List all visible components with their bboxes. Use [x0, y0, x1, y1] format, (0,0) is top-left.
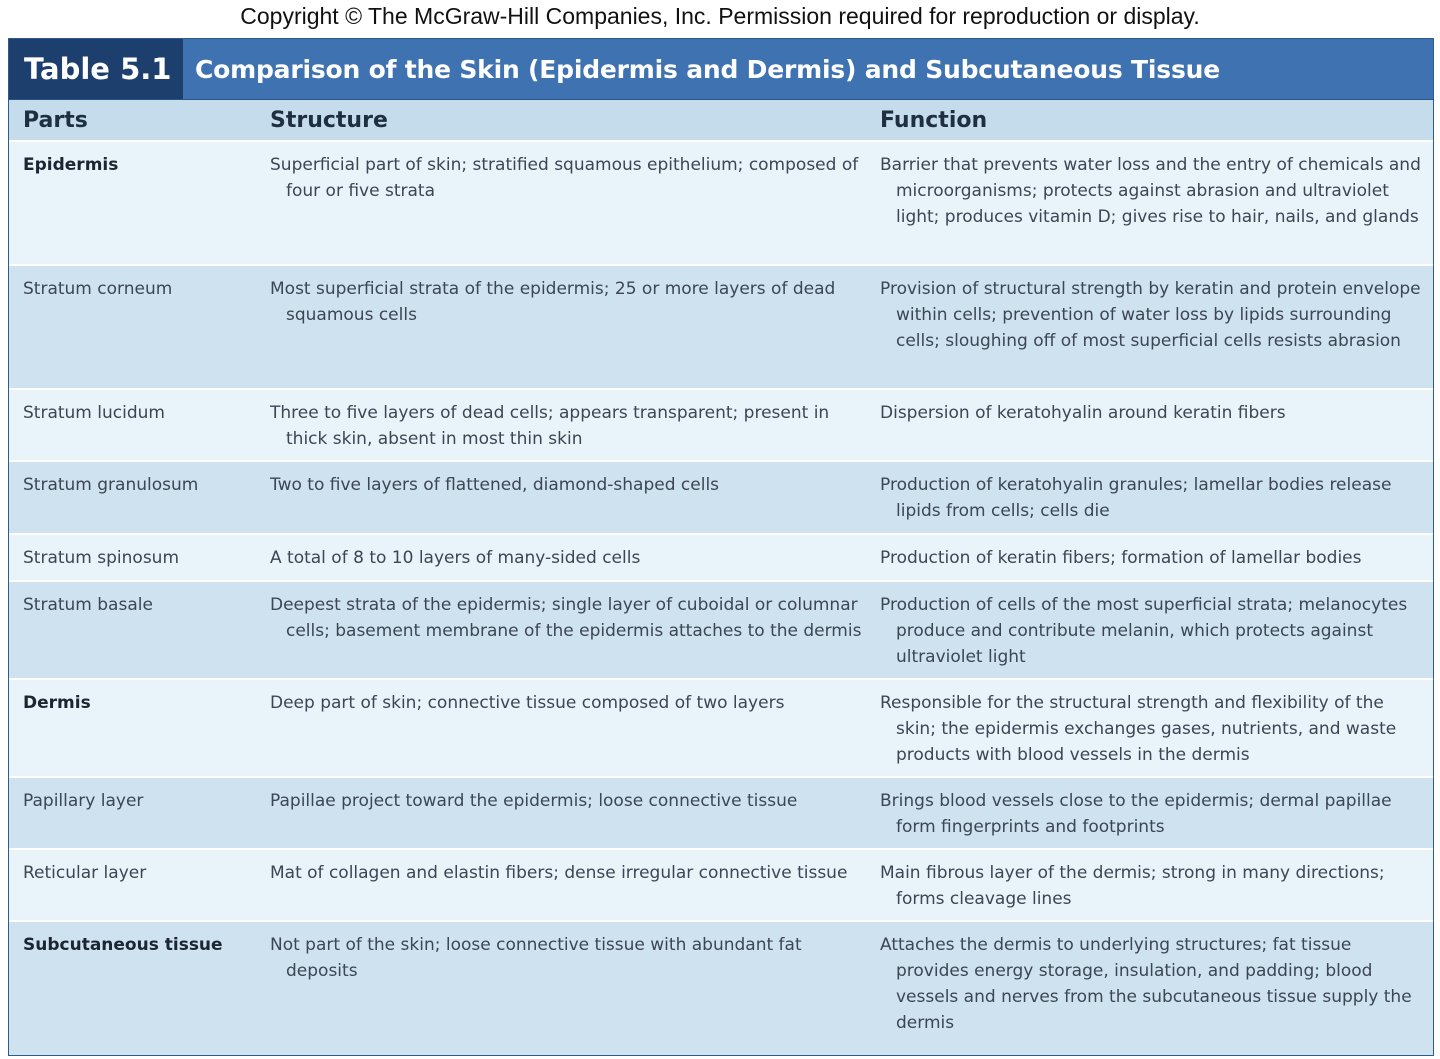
row-structure: Most superficial strata of the epidermis; 25 or more layers of dead squamous cells [270, 279, 836, 325]
row-function: Brings blood vessels close to the epidermis; dermal papillae form fingerprints and footprints [880, 791, 1392, 837]
column-header-row [9, 100, 1433, 142]
row-part: Epidermis [23, 155, 119, 175]
row-function: Responsible for the structural strength and flexibility of the skin; the epidermis exchanges gases, nutrients, and waste products with blood vessels in the dermis [880, 693, 1397, 765]
table-row [9, 680, 1433, 778]
table-row [9, 535, 1433, 582]
table-row [9, 922, 1433, 1056]
row-part: Stratum granulosum [23, 475, 199, 495]
row-part: Reticular layer [23, 863, 147, 883]
column-header-structure: Structure [270, 107, 388, 133]
row-part: Subcutaneous tissue [23, 935, 223, 955]
table-row [9, 142, 1433, 266]
table-row [9, 850, 1433, 922]
table-row [9, 582, 1433, 680]
row-function: Provision of structural strength by keratin and protein envelope within cells; prevention of water loss by lipids surrounding cells; sloughing off of most superficial cells resists abrasion [880, 279, 1421, 351]
row-function: Production of keratin fibers; formation of lamellar bodies [880, 548, 1362, 568]
row-part: Dermis [23, 693, 91, 713]
row-structure: Papillae project toward the epidermis; loose connective tissue [270, 791, 798, 811]
table-row [9, 266, 1433, 390]
row-structure: A total of 8 to 10 layers of many-sided cells [270, 548, 641, 568]
table-number: Table 5.1 [9, 39, 183, 99]
row-structure: Not part of the skin; loose connective tissue with abundant fat deposits [270, 935, 802, 981]
row-part: Stratum spinosum [23, 548, 180, 568]
row-function: Production of cells of the most superficial strata; melanocytes produce and contribute melanin, which protects against ultraviolet light [880, 595, 1408, 667]
column-header-parts: Parts [23, 107, 88, 133]
row-part: Stratum lucidum [23, 403, 165, 423]
row-function: Barrier that prevents water loss and the entry of chemicals and microorganisms; protects against abrasion and ultraviolet light; produces vitamin D; gives rise to hair, nails, and glands [880, 155, 1421, 227]
row-part: Stratum basale [23, 595, 153, 615]
row-function: Dispersion of keratohyalin around keratin fibers [880, 403, 1286, 423]
row-structure: Mat of collagen and elastin fibers; dense irregular connective tissue [270, 863, 848, 883]
table-row [9, 778, 1433, 850]
table-row [9, 390, 1433, 462]
row-structure: Deep part of skin; connective tissue composed of two layers [270, 693, 785, 713]
row-function: Attaches the dermis to underlying structures; fat tissue provides energy storage, insulation, and padding; blood vessels and nerves from the subcutaneous tissue supply the dermis [880, 935, 1412, 1033]
table-title-bar [9, 39, 1433, 100]
table-row [9, 462, 1433, 535]
row-structure: Two to five layers of flattened, diamond-shaped cells [270, 475, 720, 495]
row-function: Production of keratohyalin granules; lamellar bodies release lipids from cells; cells die [880, 475, 1392, 521]
row-structure: Three to five layers of dead cells; appears transparent; present in thick skin, absent in most thin skin [270, 403, 830, 449]
row-part: Stratum corneum [23, 279, 173, 299]
table-title: Comparison of the Skin (Epidermis and Dermis) and Subcutaneous Tissue [195, 54, 1220, 84]
column-header-function: Function [880, 107, 988, 133]
comparison-table [8, 38, 1434, 1056]
row-structure: Superficial part of skin; stratified squamous epithelium; composed of four or five strata [270, 155, 859, 201]
row-structure: Deepest strata of the epidermis; single layer of cuboidal or columnar cells; basement membrane of the epidermis attaches to the dermis [270, 595, 862, 641]
copyright-notice: Copyright © The McGraw-Hill Companies, Inc. Permission required for reproduction or display. [240, 3, 1200, 29]
row-function: Main fibrous layer of the dermis; strong in many directions; forms cleavage lines [880, 863, 1385, 909]
row-part: Papillary layer [23, 791, 144, 811]
